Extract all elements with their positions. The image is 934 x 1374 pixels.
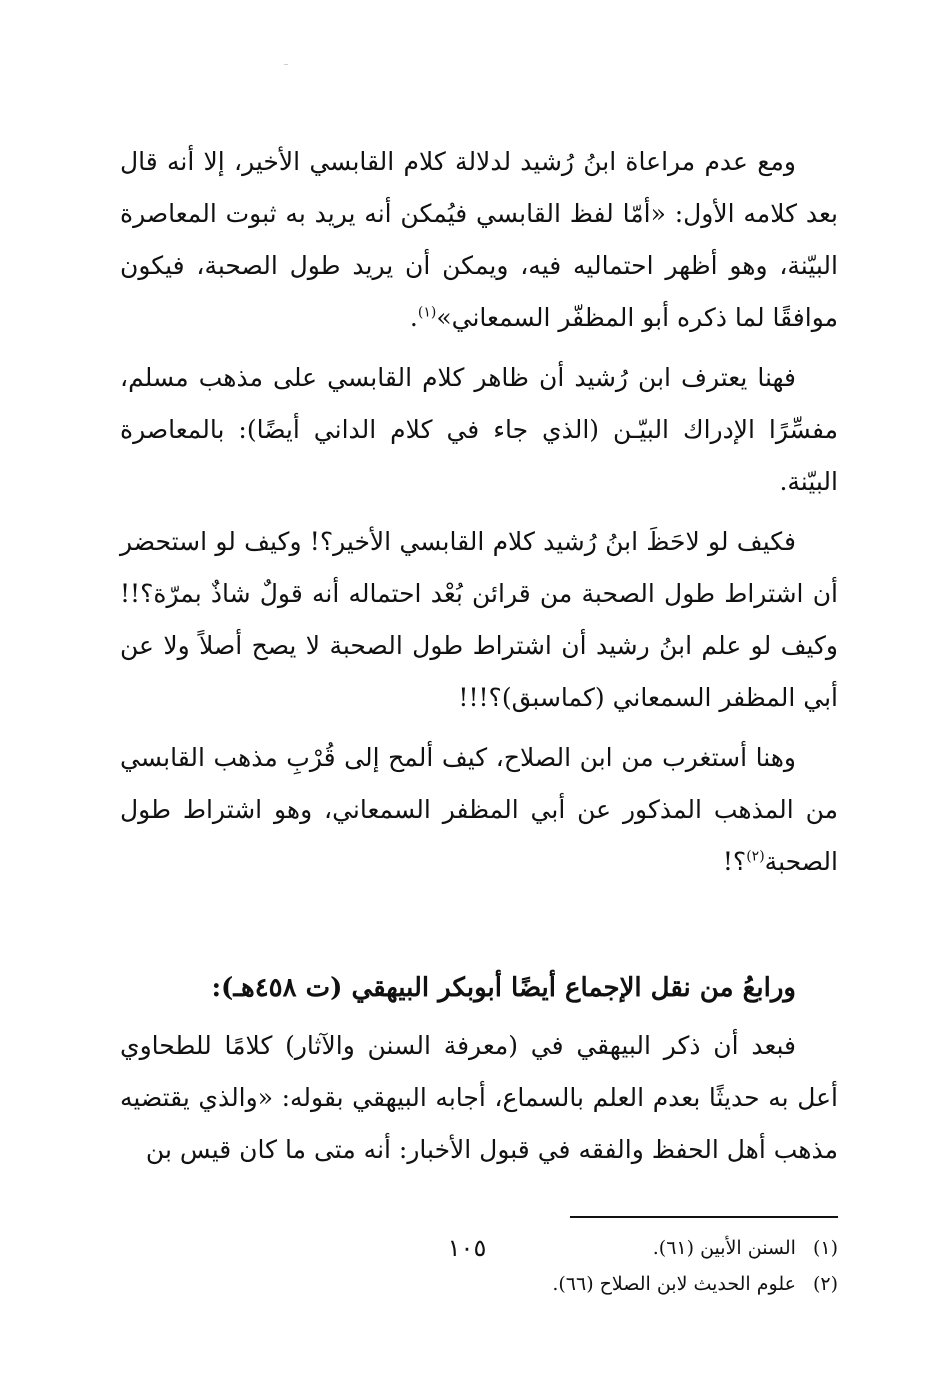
paragraph-4	[120, 732, 838, 888]
paragraph-2	[120, 352, 838, 508]
paragraph-2-text: فهنا يعترف ابن رُشيد أن ظاهر كلام القابسي على مذهب مسلم، مفسِّرًا الإدراك البيّـن (الذي جاء في كلام الداني أيضًا): بالمعاصرة البيّنة.	[120, 363, 838, 496]
footnote-1-number: (١)	[812, 1237, 838, 1259]
paragraph-5-text: فبعد أن ذكر البيهقي في (معرفة السنن والآثار) كلامًا للطحاوي أعل به حديثًا بعدم العلم بالسماع، أجابه البيهقي بقوله: «والذي يقتضيه مذهب أهل الحفظ والفقه في قبول الأخبار: أنه متى ما كان قيس بن	[120, 1031, 838, 1164]
footnote-2	[120, 1266, 838, 1302]
footnote-2-number: (٢)	[812, 1273, 838, 1295]
paragraph-3	[120, 516, 838, 724]
footnote-2-text: علوم الحديث لابن الصلاح (٦٦).	[552, 1273, 796, 1295]
footnote-ref-2: (٢)	[746, 848, 765, 865]
paragraph-1	[120, 136, 838, 344]
paragraph-4-text: وهنا أستغرب من ابن الصلاح، كيف ألمح إلى قُرْبِ مذهب القابسي من المذهب المذكور عن أبي المظفر السمعاني، وهو اشتراط طول الصحبة	[120, 743, 838, 876]
paragraph-5	[120, 1020, 838, 1176]
paragraph-1-tail: .	[409, 303, 418, 332]
section-heading: ورابعُ من نقل الإجماع أيضًا أبوبكر البيهقي (ت ٤٥٨هـ):	[211, 973, 796, 1003]
paragraph-3-text: فكيف لو لاحَظَ ابنُ رُشيد كلام القابسي الأخير؟! وكيف لو استحضر أن اشتراط طول الصحبة من قرائن بُعْد احتماله أنه قولٌ شاذٌ بمرّة؟!! وكيف لو علم ابنُ رشيد أن اشتراط طول الصحبة لا يصح أصلاً ولا عن أبي المظفر السمعاني (كماسبق)؟!!!	[120, 527, 838, 712]
page-number: ١٠٥	[447, 1234, 487, 1262]
scan-mark	[284, 64, 288, 65]
page-body	[120, 136, 838, 1302]
paragraph-1-text: ومع عدم مراعاة ابنُ رُشيد لدلالة كلام القابسي الأخير، إلا أنه قال بعد كلامه الأول: «أمّا لفظ القابسي فيُمكن أنه يريد به ثبوت المعاصرة البيّنة، وهو أظهر احتماليه فيه، ويمكن أن يريد طول الصحبة، فيكون موافقًا لما ذكره أبو المظفّر السمعاني»	[120, 147, 838, 332]
footnote-divider	[570, 1216, 838, 1218]
paragraph-4-tail: ؟!	[722, 847, 747, 876]
footnote-1-text: السنن الأبين (٦١).	[652, 1237, 796, 1259]
footnote-ref-1: (١)	[417, 304, 437, 321]
